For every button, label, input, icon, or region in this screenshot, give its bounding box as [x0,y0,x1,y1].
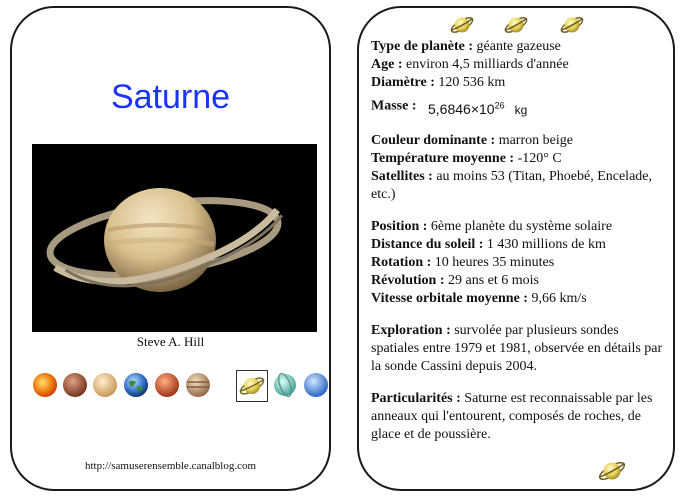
particularities-row: Particularités : Saturne est reconnaissable par les anneaux qui l'entourent, composés de roches, de glace et de poussière. [371,391,653,442]
planet-card-back [357,6,675,491]
position-row: Position : 6ème planète du système solaire [371,219,613,234]
mass-row: Masse : $5,6846\times 10^{26}$ kg [371,98,528,117]
source-url[interactable]: http://samuserensemble.canalblog.com [84,460,257,472]
venus-icon[interactable] [92,372,118,398]
earth-icon[interactable] [123,372,149,398]
distance-row: Distance du soleil : 1 430 millions de km [371,237,606,252]
mass-value: $5,6846\times 10^{26}$ kg [428,100,528,117]
neptune-icon[interactable] [303,372,329,398]
photo-credit: Steve A. Hill [136,334,205,349]
saturn-deco-icon [597,456,627,486]
saturn-deco-icon [449,12,475,38]
age-row: Age : environ 4,5 milliards d'année [371,57,569,72]
type-row: Type de planète : géante gazeuse [371,39,561,54]
saturn-icon[interactable] [238,372,266,400]
sun-icon[interactable] [32,372,58,398]
revolution-row: Révolution : 29 ans et 6 mois [371,273,539,288]
planet-card-front [10,6,331,491]
rotation-row: Rotation : 10 heures 35 minutes [371,255,555,270]
mars-icon[interactable] [154,372,180,398]
planet-title: Saturne [110,78,231,116]
planet-info [371,38,669,444]
mercury-icon[interactable] [62,372,88,398]
uranus-icon[interactable] [272,372,298,398]
temperature-row: Température moyenne : -120° C [371,151,562,166]
saturn-deco-icon [559,12,585,38]
exploration-row: Exploration : survolée par plusieurs sondes spatiales entre 1979 et 1981, observée en détails par la sonde Cassini depuis 2004. [371,323,663,374]
satellites-row: Satellites : au moins 53 (Titan, Phoebé, Encelade, etc.) [371,169,652,202]
jupiter-icon[interactable] [185,372,211,398]
color-row: Couleur dominante : marron beige [371,133,573,148]
saturn-image [32,144,317,332]
saturn-deco-icon [503,12,529,38]
saturn-photo [32,144,317,332]
orbital-speed-row: Vitesse orbitale moyenne : 9,66 km/s [371,291,587,306]
diameter-row: Diamètre : 120 536 km [371,75,506,90]
